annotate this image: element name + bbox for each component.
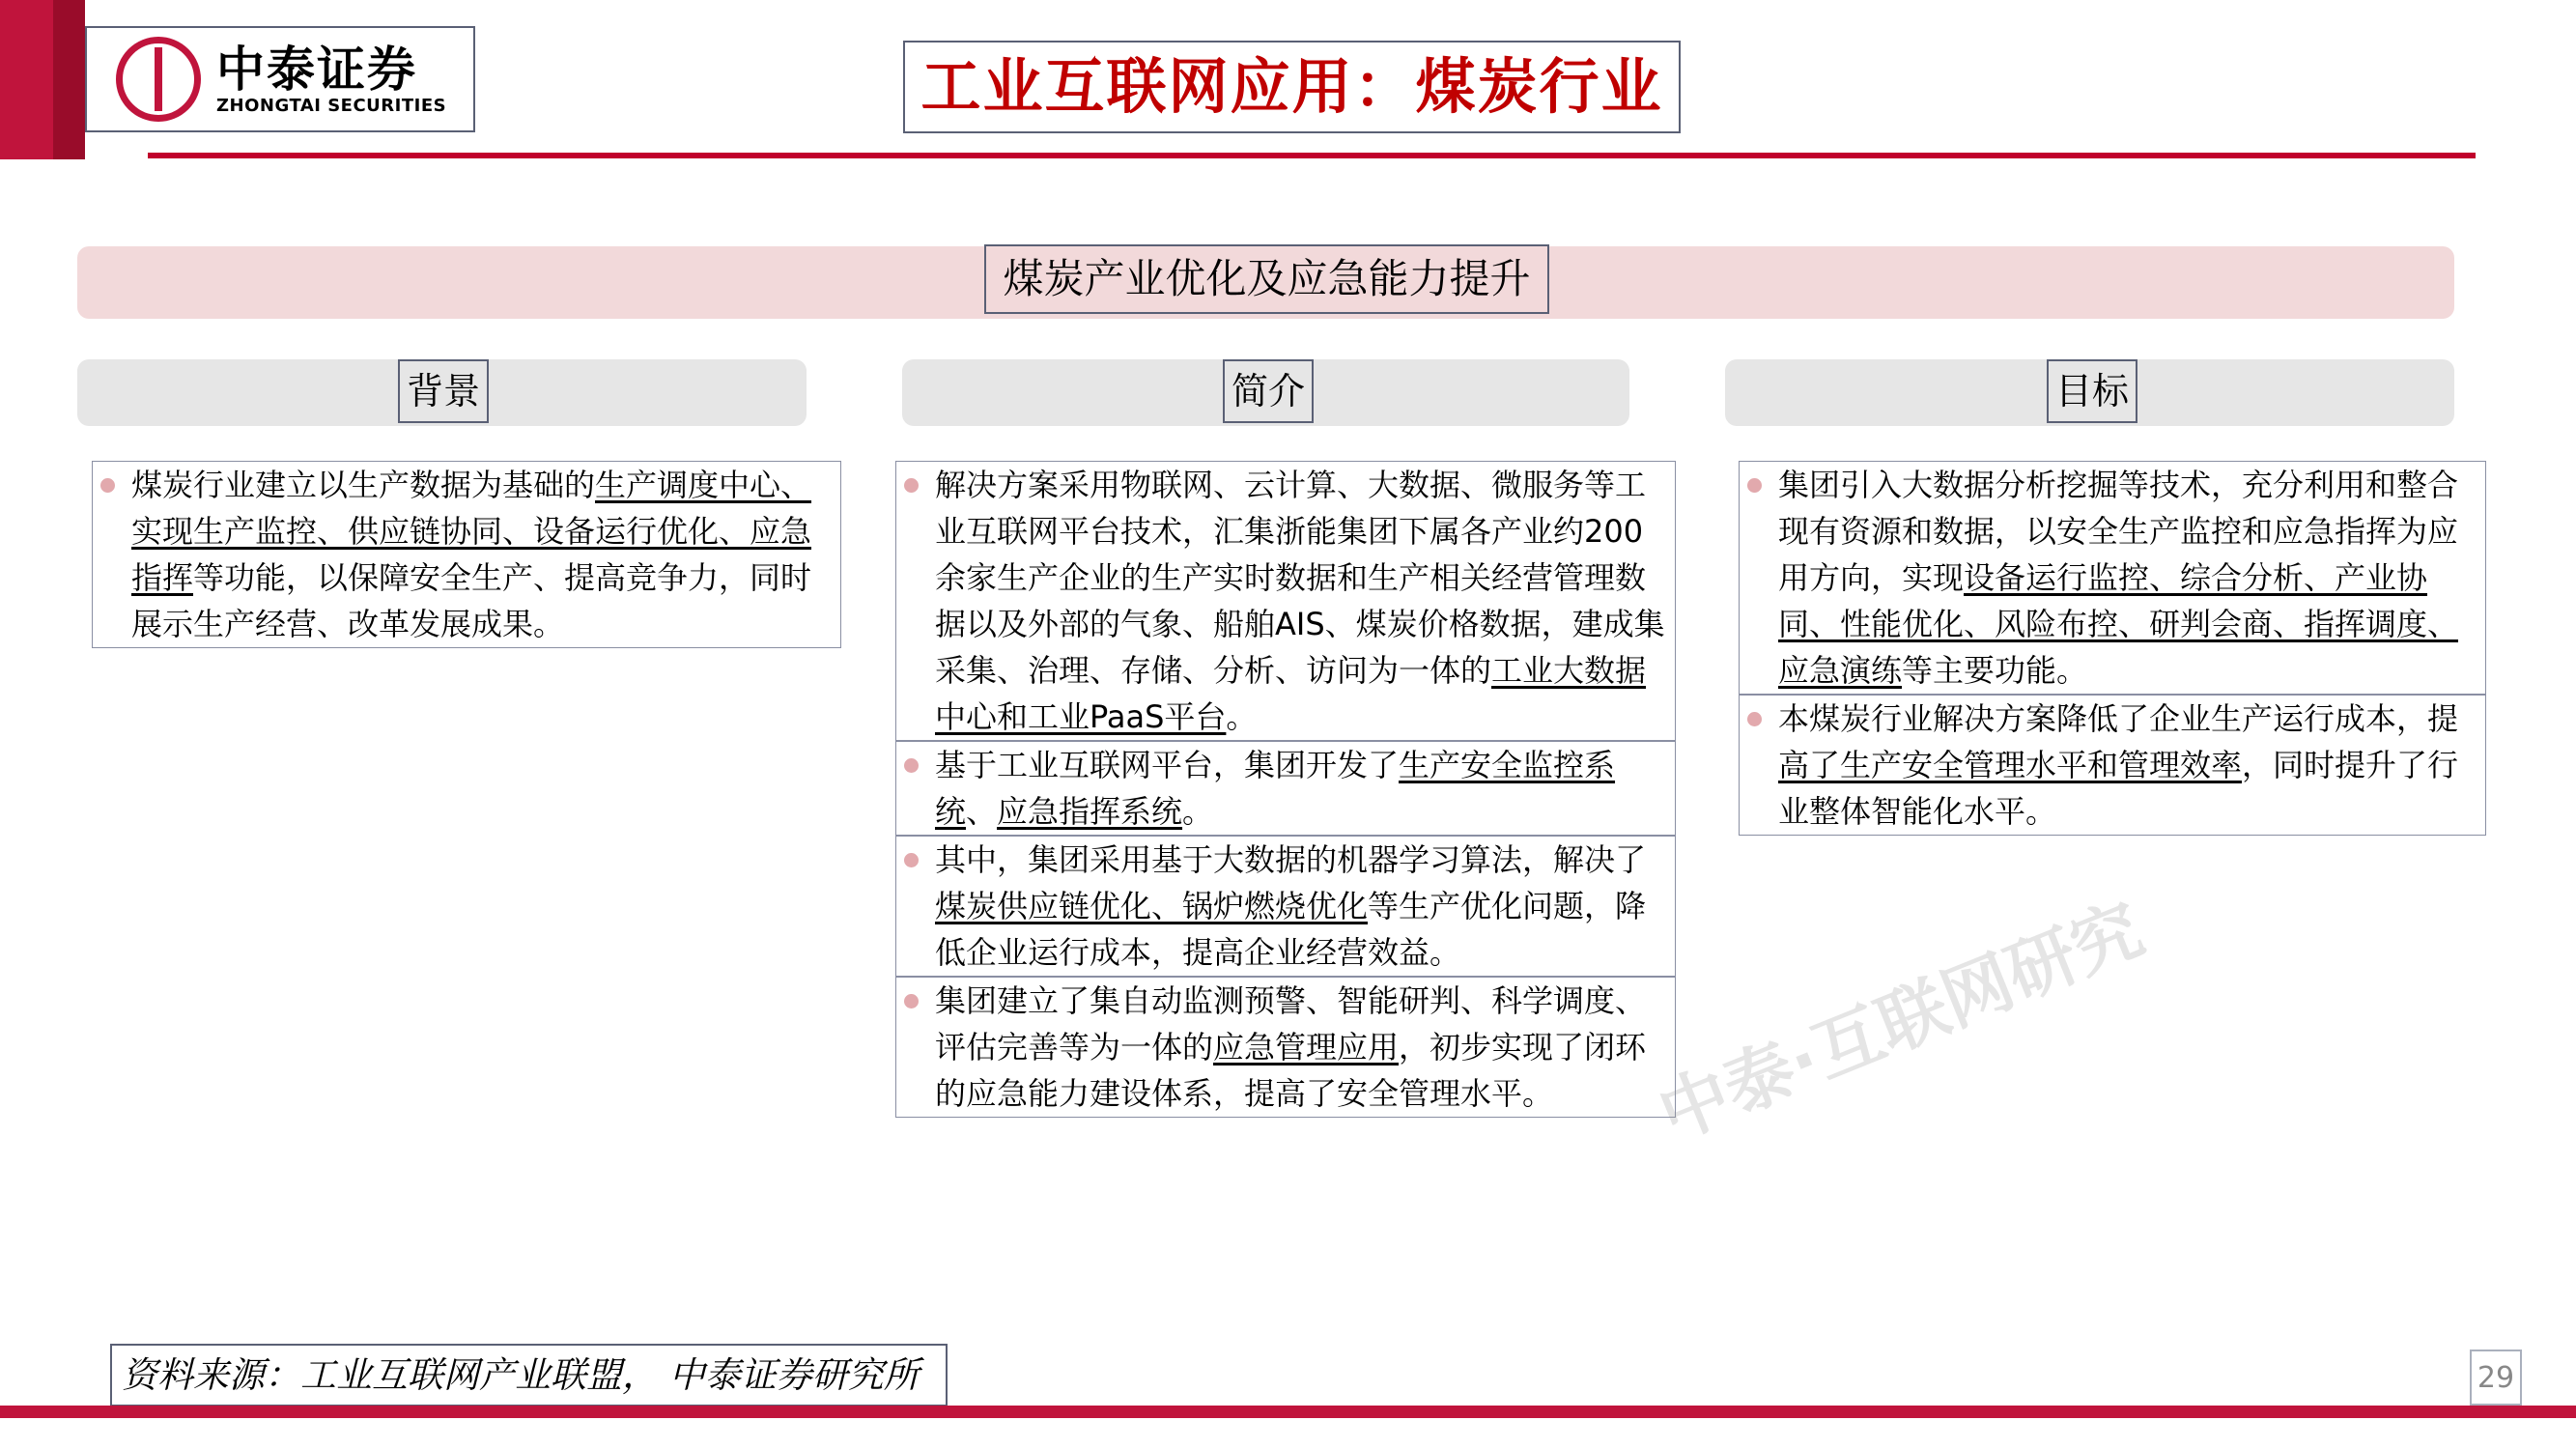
body-text: 其中，集团采用基于大数据的机器学习算法，解决了 [935, 841, 1647, 878]
body-text: 等主要功能。 [1902, 652, 2088, 689]
highlight-text: 应急指挥系统 [997, 793, 1183, 830]
bullet-item [895, 977, 1676, 1118]
body-text: 本煤炭行业解决方案降低了企业生产运行成本，提 [1778, 700, 2459, 737]
body-text: 解决方案采用物联网、云计算、大数据、微服务等工业互联网平台技术，汇集浙能集团下属各产业约200余家生产企业的生产实时数据和生产相关经营管理数据以及外部的气象、船舶AIS、煤炭价格数据，建成集采集、治理、存储、分析、访问为一体的 [935, 467, 1665, 689]
body-text: ，同时提升了行业整体智能化水平。 [1778, 747, 2459, 830]
footer-bar [0, 1406, 2576, 1418]
column-intro [895, 461, 1676, 1118]
body-text: 、 [966, 793, 998, 830]
logo-mark-icon [116, 37, 201, 122]
bullet-dot-icon [1747, 478, 1762, 493]
bullet-dot-icon [904, 994, 919, 1009]
highlight-text: 生产调度中心、实现生产监控、供应链协同、设备运行优化、应急指挥 [131, 467, 812, 596]
body-text: ，初步实现了闭环的应急能力建设体系，提高了安全管理水平。 [935, 1029, 1647, 1112]
body-text: 集团建立了集自动监测预警、智能研判、科学调度、评估完善等为一体的 [935, 982, 1647, 1065]
highlight-text: 煤炭供应链优化、锅炉燃烧优化 [935, 888, 1369, 924]
body-text: 基于工业互联网平台，集团开发了 [935, 747, 1400, 783]
watermark: 中泰·互联网研究 [1647, 888, 2154, 1156]
logo [85, 26, 475, 132]
title-rule [148, 153, 2476, 158]
bullet-item [895, 836, 1676, 977]
highlight-text: 高了生产安全管理水平和管理效率 [1778, 747, 2243, 783]
bullet-dot-icon [904, 758, 919, 773]
column-header-goal: 目标 [2047, 359, 2137, 423]
bullet-item [895, 741, 1676, 836]
highlight-text: 设备运行监控、综合分析、产业协同、性能优化、风险布控、研判会商、指挥调度、应急演练 [1778, 559, 2459, 689]
source-note: 资料来源：工业互联网产业联盟， 中泰证券研究所 [110, 1344, 948, 1406]
bullet-dot-icon [904, 853, 919, 867]
logo-en: ZHONGTAI SECURITIES [216, 95, 447, 116]
body-text: 等生产优化问题，降低企业运行成本，提高企业经营效益。 [935, 888, 1647, 971]
column-header-intro: 简介 [1223, 359, 1314, 423]
column-goal [1739, 461, 2486, 836]
bullet-item [92, 461, 841, 648]
section-title: 煤炭产业优化及应急能力提升 [984, 244, 1549, 314]
body-text: 集团引入大数据分析挖掘等技术，充分利用和整合现有资源和数据，以安全生产监控和应急指挥为应用方向，实现 [1778, 467, 2459, 596]
page-number: 29 [2470, 1350, 2522, 1406]
bullet-item [1739, 461, 2486, 695]
brand-bar-dark [53, 0, 85, 159]
column-header-background: 背景 [398, 359, 489, 423]
page-title: 工业互联网应用：煤炭行业 [903, 41, 1681, 133]
bullet-dot-icon [100, 478, 115, 493]
bullet-item [895, 461, 1676, 741]
bullet-item [1739, 695, 2486, 836]
logo-cn: 中泰证券 [216, 41, 417, 98]
highlight-text: 工业大数据中心和工业PaaS平台 [935, 652, 1647, 735]
column-background [92, 461, 841, 648]
body-text: 。 [1226, 698, 1258, 735]
body-text: 。 [1182, 793, 1214, 830]
bullet-dot-icon [904, 478, 919, 493]
highlight-text: 生产安全监控系统 [935, 747, 1616, 830]
body-text: 煤炭行业建立以生产数据为基础的 [131, 467, 596, 503]
body-text: 等功能，以保障安全生产、提高竞争力，同时展示生产经营、改革发展成果。 [131, 559, 812, 642]
highlight-text: 应急管理应用 [1213, 1029, 1400, 1065]
bullet-dot-icon [1747, 712, 1762, 726]
